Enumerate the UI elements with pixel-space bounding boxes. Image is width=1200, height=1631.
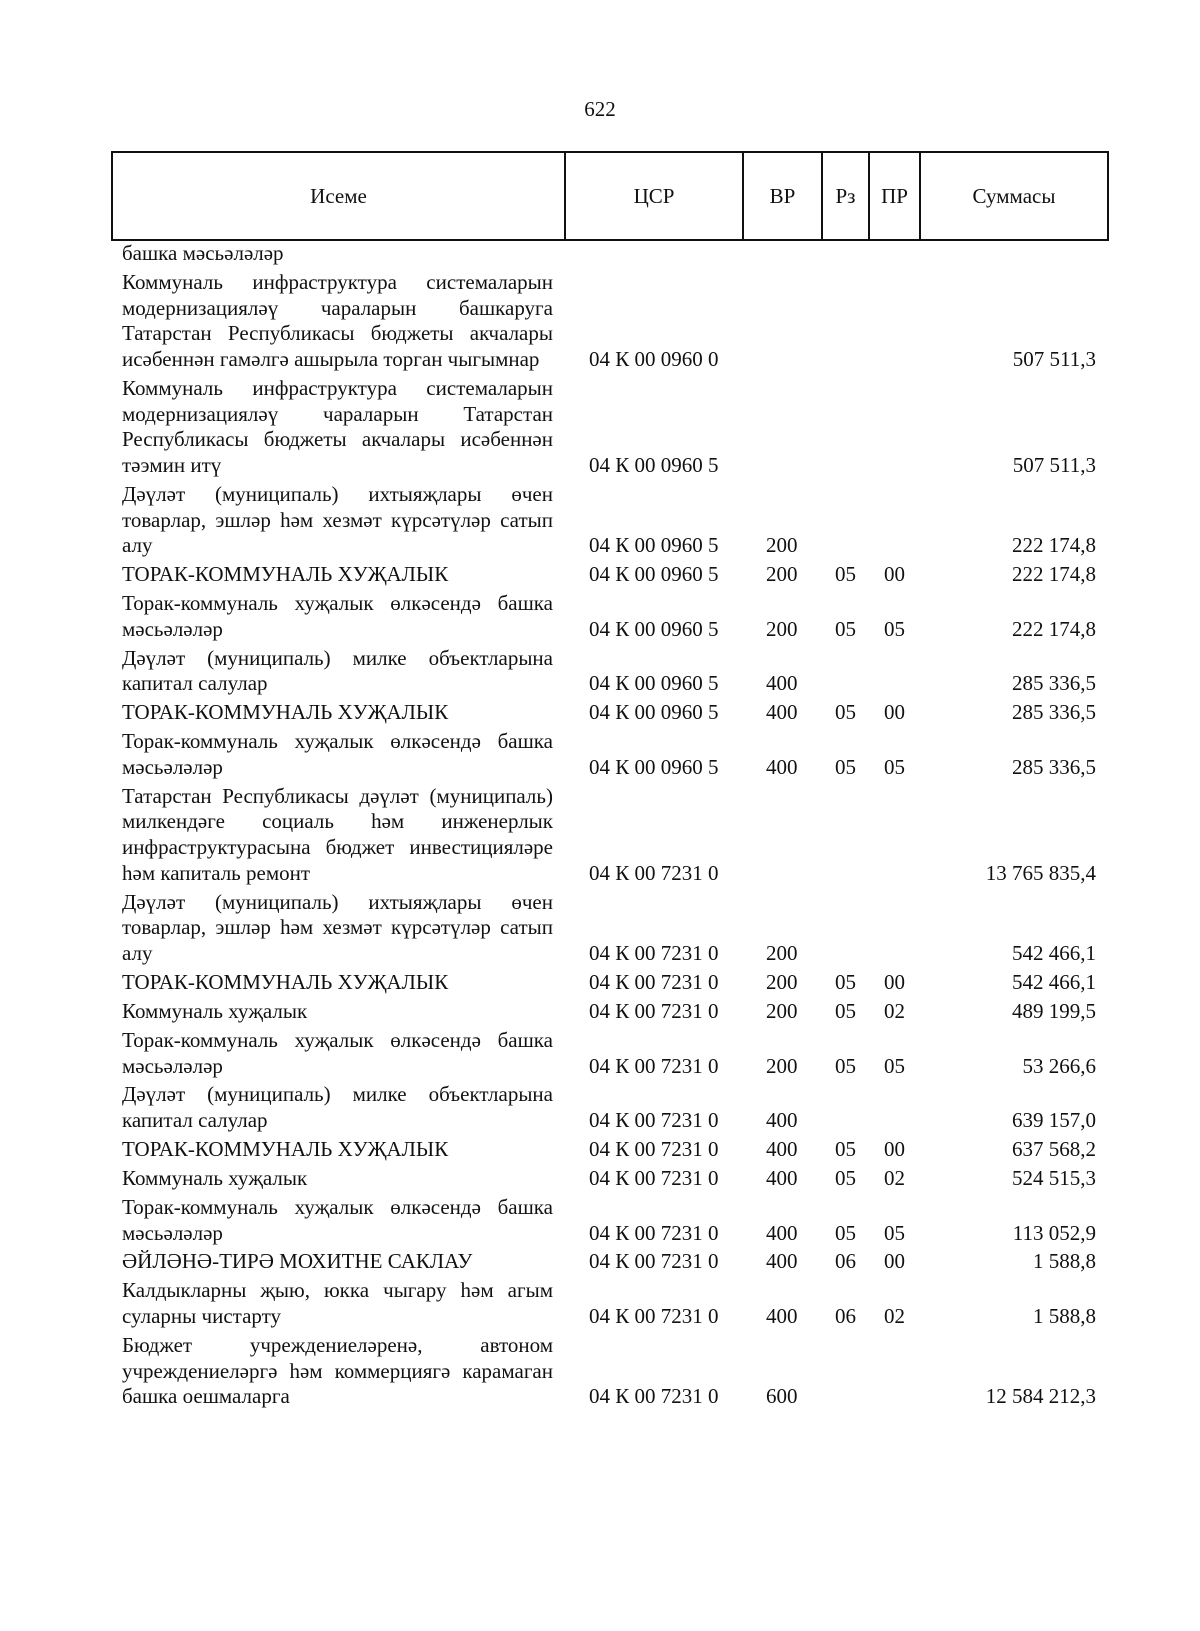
cell-sum: 222 174,8 bbox=[1012, 616, 1096, 641]
table-row bbox=[112, 699, 1108, 728]
cell-rz: 06 bbox=[835, 1249, 856, 1274]
cell-sum: 285 336,5 bbox=[1012, 671, 1096, 696]
cell-pr: 05 bbox=[884, 1053, 905, 1078]
cell-sum: 12 584 212,3 bbox=[985, 1384, 1096, 1409]
cell-rz bbox=[822, 644, 869, 699]
cell-pr bbox=[869, 888, 920, 968]
cell-pr bbox=[869, 782, 920, 888]
cell-rz bbox=[822, 782, 869, 888]
cell-name: Торак-коммуналь хуҗалык өлкәсендә башка мәсьәләләр bbox=[122, 1194, 553, 1245]
cell-vr: 200 bbox=[766, 562, 798, 587]
cell-csr: 04 К 00 0960 5 bbox=[589, 562, 719, 587]
cell-sum: 507 511,3 bbox=[1012, 453, 1096, 477]
cell-name: башка мәсьәләләр bbox=[122, 241, 284, 265]
cell-rz: 05 bbox=[835, 700, 856, 725]
cell-name: Бюджет учреждениеләренә, автоном учреждениеләргә һәм коммерциягә карамаган башка оешмаларга bbox=[122, 1332, 553, 1409]
cell-vr bbox=[743, 782, 822, 888]
cell-name: Торак-коммуналь хуҗалык өлкәсендә башка мәсьәләләр bbox=[122, 729, 553, 779]
cell-sum: 507 511,3 bbox=[1012, 347, 1096, 371]
cell-csr: 04 К 00 0960 5 bbox=[589, 533, 719, 558]
cell-vr: 600 bbox=[766, 1384, 798, 1409]
cell-pr bbox=[869, 374, 920, 480]
header-rz: Рз bbox=[822, 152, 869, 240]
cell-csr: 04 К 00 7231 0 bbox=[589, 1249, 719, 1274]
budget-table bbox=[111, 151, 1109, 1412]
cell-sum: 1 588,8 bbox=[1033, 1303, 1096, 1328]
cell-vr bbox=[743, 268, 822, 374]
cell-vr: 400 bbox=[766, 1165, 798, 1190]
cell-rz bbox=[822, 480, 869, 560]
cell-vr bbox=[743, 374, 822, 480]
cell-csr: 04 К 00 7231 0 bbox=[589, 1303, 719, 1328]
table-row bbox=[112, 968, 1108, 997]
cell-rz: 05 bbox=[835, 1220, 856, 1245]
cell-name: Коммуналь хуҗалык bbox=[122, 1165, 308, 1190]
cell-name: Торак-коммуналь хуҗалык өлкәсендә башка мәсьәләләр bbox=[122, 1027, 553, 1078]
cell-vr: 200 bbox=[766, 941, 798, 966]
table-header bbox=[112, 152, 1108, 240]
table-row bbox=[112, 1193, 1108, 1248]
cell-name: Коммуналь инфраструктура системаларын модернизацияләү чараларын башкаруга Татарстан Республикасы бюджеты акчалары исәбеннән гамәлгә ашырыла торган чыгымнар bbox=[122, 269, 553, 371]
cell-rz: 05 bbox=[835, 1165, 856, 1190]
cell-sum: 285 336,5 bbox=[1012, 700, 1096, 725]
cell-csr: 04 К 00 0960 0 bbox=[589, 347, 719, 371]
cell-csr: 04 К 00 7231 0 bbox=[589, 1165, 719, 1190]
cell-name: Коммуналь хуҗалык bbox=[122, 998, 308, 1023]
cell-name: Калдыкларны җыю, юкка чыгару һәм агым суларны чистарту bbox=[122, 1278, 553, 1328]
cell-name: ТОРАК-КОММУНАЛЬ ХУҖАЛЫК bbox=[122, 700, 449, 725]
cell-name: Дәүләт (муниципаль) милке объектларына капитал салулар bbox=[122, 645, 553, 696]
table-row bbox=[112, 888, 1108, 968]
cell-csr: 04 К 00 0960 5 bbox=[589, 453, 719, 477]
cell-name: Торак-коммуналь хуҗалык өлкәсендә башка мәсьәләләр bbox=[122, 591, 553, 641]
cell-csr: 04 К 00 7231 0 bbox=[589, 941, 719, 966]
cell-vr: 400 bbox=[766, 1108, 798, 1133]
table-body bbox=[112, 240, 1108, 1412]
cell-csr: 04 К 00 0960 5 bbox=[589, 700, 719, 725]
cell-sum: 113 052,9 bbox=[1012, 1220, 1096, 1245]
cell-csr: 04 К 00 7231 0 bbox=[589, 1137, 719, 1162]
cell-name: Коммуналь инфраструктура системаларын модернизацияләү чараларын Татарстан Республикасы бюджеты акчалары исәбеннән тәэмин итү bbox=[122, 375, 553, 477]
cell-csr: 04 К 00 7231 0 bbox=[589, 998, 719, 1023]
cell-vr: 200 bbox=[766, 533, 798, 558]
table-row bbox=[112, 728, 1108, 783]
header-sum: Суммасы bbox=[920, 152, 1108, 240]
table-row bbox=[112, 561, 1108, 590]
cell-vr bbox=[743, 240, 822, 268]
cell-name: ТОРАК-КОММУНАЛЬ ХУҖАЛЫК bbox=[122, 1137, 449, 1162]
cell-pr bbox=[869, 1081, 920, 1136]
table-row bbox=[112, 1164, 1108, 1193]
cell-rz: 05 bbox=[835, 1137, 856, 1162]
cell-rz: 05 bbox=[835, 754, 856, 779]
header-csr: ЦСР bbox=[565, 152, 743, 240]
table-row bbox=[112, 480, 1108, 560]
cell-pr: 00 bbox=[884, 562, 905, 587]
cell-csr: 04 К 00 7231 0 bbox=[589, 1108, 719, 1133]
cell-pr: 00 bbox=[884, 1249, 905, 1274]
cell-name: ТОРАК-КОММУНАЛЬ ХУҖАЛЫК bbox=[122, 562, 449, 587]
table-row bbox=[112, 1135, 1108, 1164]
cell-csr: 04 К 00 0960 5 bbox=[589, 616, 719, 641]
cell-vr: 400 bbox=[766, 754, 798, 779]
cell-rz bbox=[822, 240, 869, 268]
cell-rz: 05 bbox=[835, 1053, 856, 1078]
cell-sum: 13 765 835,4 bbox=[985, 860, 1096, 885]
cell-rz bbox=[822, 1331, 869, 1411]
cell-sum: 53 266,6 bbox=[1022, 1053, 1096, 1078]
table-row bbox=[112, 1248, 1108, 1277]
cell-name: Дәүләт (муниципаль) ихтыяҗлары өчен товарлар, эшләр һәм хезмәт күрсәтүләр сатып алу bbox=[122, 889, 553, 966]
cell-sum: 285 336,5 bbox=[1012, 754, 1096, 779]
cell-rz bbox=[822, 1081, 869, 1136]
cell-pr bbox=[869, 268, 920, 374]
cell-pr: 00 bbox=[884, 1137, 905, 1162]
cell-pr bbox=[869, 1331, 920, 1411]
cell-csr bbox=[565, 240, 743, 268]
cell-rz: 05 bbox=[835, 616, 856, 641]
cell-pr: 05 bbox=[884, 1220, 905, 1245]
cell-name: Дәүләт (муниципаль) ихтыяҗлары өчен товарлар, эшләр һәм хезмәт күрсәтүләр сатып алу bbox=[122, 481, 553, 558]
header-pr: ПР bbox=[869, 152, 920, 240]
table-row bbox=[112, 1331, 1108, 1411]
cell-sum: 542 466,1 bbox=[1012, 941, 1096, 966]
cell-csr: 04 К 00 7231 0 bbox=[589, 1384, 719, 1409]
cell-name: ТОРАК-КОММУНАЛЬ ХУҖАЛЫК bbox=[122, 970, 449, 995]
cell-rz: 06 bbox=[835, 1303, 856, 1328]
cell-pr: 05 bbox=[884, 616, 905, 641]
cell-sum: 222 174,8 bbox=[1012, 562, 1096, 587]
cell-rz bbox=[822, 374, 869, 480]
cell-pr: 02 bbox=[884, 1165, 905, 1190]
cell-rz bbox=[822, 268, 869, 374]
cell-sum: 524 515,3 bbox=[1012, 1165, 1096, 1190]
cell-rz: 05 bbox=[835, 970, 856, 995]
cell-vr: 400 bbox=[766, 700, 798, 725]
cell-vr: 400 bbox=[766, 1249, 798, 1274]
cell-vr: 200 bbox=[766, 1053, 798, 1078]
table-row bbox=[112, 374, 1108, 480]
cell-csr: 04 К 00 0960 5 bbox=[589, 671, 719, 696]
cell-pr bbox=[869, 240, 920, 268]
table-row bbox=[112, 240, 1108, 268]
cell-sum: 1 588,8 bbox=[1033, 1249, 1096, 1274]
cell-rz: 05 bbox=[835, 998, 856, 1023]
cell-vr: 400 bbox=[766, 1303, 798, 1328]
page-number: 622 bbox=[584, 97, 616, 121]
cell-csr: 04 К 00 7231 0 bbox=[589, 1053, 719, 1078]
cell-rz bbox=[822, 888, 869, 968]
cell-vr: 200 bbox=[766, 616, 798, 641]
table-row bbox=[112, 782, 1108, 888]
cell-rz: 05 bbox=[835, 562, 856, 587]
cell-csr: 04 К 00 0960 5 bbox=[589, 754, 719, 779]
cell-vr: 200 bbox=[766, 970, 798, 995]
cell-sum: 639 157,0 bbox=[1012, 1108, 1096, 1133]
table-row bbox=[112, 997, 1108, 1026]
table-row bbox=[112, 268, 1108, 374]
header-name: Исеме bbox=[112, 152, 565, 240]
cell-sum: 489 199,5 bbox=[1012, 998, 1096, 1023]
table-row bbox=[112, 1026, 1108, 1081]
cell-pr bbox=[869, 480, 920, 560]
cell-pr: 00 bbox=[884, 970, 905, 995]
cell-pr: 02 bbox=[884, 1303, 905, 1328]
cell-sum: 542 466,1 bbox=[1012, 970, 1096, 995]
cell-pr: 02 bbox=[884, 998, 905, 1023]
cell-pr: 00 bbox=[884, 700, 905, 725]
cell-csr: 04 К 00 7231 0 bbox=[589, 860, 719, 885]
cell-name: Татарстан Республикасы дәүләт (муниципаль) милкендәге социаль һәм инженерлык инфраструктурасына бюджет инвестицияләре һәм капиталь ремонт bbox=[122, 783, 553, 885]
cell-sum bbox=[920, 240, 1108, 268]
table-row bbox=[112, 1277, 1108, 1332]
header-vr: ВР bbox=[743, 152, 822, 240]
cell-vr: 400 bbox=[766, 1137, 798, 1162]
cell-vr: 400 bbox=[766, 671, 798, 696]
cell-csr: 04 К 00 7231 0 bbox=[589, 970, 719, 995]
cell-sum: 222 174,8 bbox=[1012, 533, 1096, 558]
cell-pr: 05 bbox=[884, 754, 905, 779]
table-row bbox=[112, 1081, 1108, 1136]
cell-vr: 400 bbox=[766, 1220, 798, 1245]
cell-csr: 04 К 00 7231 0 bbox=[589, 1220, 719, 1245]
cell-name: ӘЙЛӘНӘ-ТИРӘ МОХИТНЕ САКЛАУ bbox=[122, 1249, 473, 1274]
cell-sum: 637 568,2 bbox=[1012, 1137, 1096, 1162]
cell-name: Дәүләт (муниципаль) милке объектларына капитал салулар bbox=[122, 1082, 553, 1133]
table-row bbox=[112, 589, 1108, 644]
cell-pr bbox=[869, 644, 920, 699]
table-row bbox=[112, 644, 1108, 699]
cell-vr: 200 bbox=[766, 998, 798, 1023]
